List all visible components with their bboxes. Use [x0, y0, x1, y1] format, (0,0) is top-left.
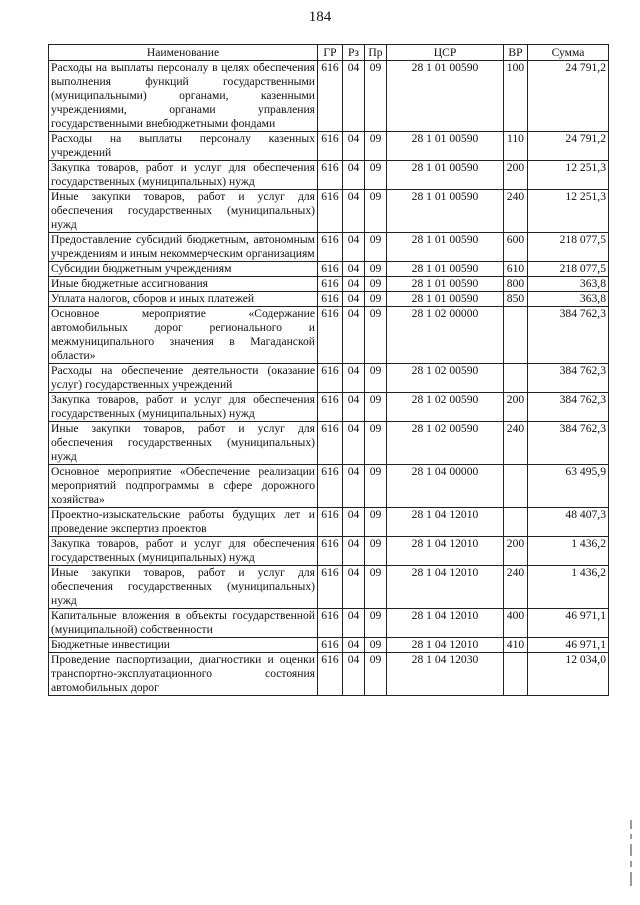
- row-gr: 616: [318, 653, 343, 696]
- row-gr: 616: [318, 638, 343, 653]
- table-row: [49, 364, 609, 393]
- row-rz: 04: [343, 190, 365, 233]
- table-row: [49, 190, 609, 233]
- row-rz: 04: [343, 422, 365, 465]
- row-rz: 04: [343, 292, 365, 307]
- row-sum: 46 971,1: [528, 638, 609, 653]
- row-name: Капитальные вложения в объекты государственной (муниципальной) собственности: [49, 609, 318, 638]
- header-csr: ЦСР: [387, 45, 504, 61]
- row-pr: 09: [365, 277, 387, 292]
- row-rz: 04: [343, 233, 365, 262]
- row-csr: 28 1 04 00000: [387, 465, 504, 508]
- row-sum: 363,8: [528, 277, 609, 292]
- row-gr: 616: [318, 277, 343, 292]
- row-name: Закупка товаров, работ и услуг для обеспечения государственных (муниципальных) нужд: [49, 537, 318, 566]
- header-rz: Рз: [343, 45, 365, 61]
- row-vr: [504, 653, 528, 696]
- row-gr: 616: [318, 292, 343, 307]
- row-sum: 384 762,3: [528, 393, 609, 422]
- row-name: Расходы на выплаты персоналу в целях обеспечения выполнения функций государственными (муниципальными) органами, казенными учреждениями, органами управления государственными внебюджетными фондами: [49, 61, 318, 132]
- table-row: [49, 609, 609, 638]
- row-sum: 12 251,3: [528, 161, 609, 190]
- table-row: [49, 537, 609, 566]
- row-vr: 100: [504, 61, 528, 132]
- table-row: [49, 307, 609, 364]
- row-vr: 800: [504, 277, 528, 292]
- row-rz: 04: [343, 393, 365, 422]
- row-gr: 616: [318, 422, 343, 465]
- row-vr: 200: [504, 161, 528, 190]
- table-row: [49, 566, 609, 609]
- row-gr: 616: [318, 132, 343, 161]
- row-pr: 09: [365, 61, 387, 132]
- row-vr: [504, 508, 528, 537]
- row-gr: 616: [318, 508, 343, 537]
- row-csr: 28 1 04 12010: [387, 638, 504, 653]
- row-vr: [504, 364, 528, 393]
- header-sum: Сумма: [528, 45, 609, 61]
- row-rz: 04: [343, 537, 365, 566]
- row-pr: 09: [365, 566, 387, 609]
- table-row: [49, 508, 609, 537]
- row-pr: 09: [365, 465, 387, 508]
- table-header-row: [49, 45, 609, 61]
- page-number: 184: [308, 9, 332, 25]
- table-row: [49, 262, 609, 277]
- row-pr: 09: [365, 508, 387, 537]
- row-rz: 04: [343, 132, 365, 161]
- row-gr: 616: [318, 161, 343, 190]
- row-pr: 09: [365, 262, 387, 277]
- row-rz: 04: [343, 508, 365, 537]
- row-gr: 616: [318, 364, 343, 393]
- row-csr: 28 1 04 12030: [387, 653, 504, 696]
- row-sum: 12 034,0: [528, 653, 609, 696]
- row-sum: 384 762,3: [528, 364, 609, 393]
- row-vr: 200: [504, 393, 528, 422]
- table-row: [49, 292, 609, 307]
- row-gr: 616: [318, 233, 343, 262]
- row-name: Иные бюджетные ассигнования: [49, 277, 318, 292]
- row-name: Уплата налогов, сборов и иных платежей: [49, 292, 318, 307]
- row-pr: 09: [365, 233, 387, 262]
- row-gr: 616: [318, 566, 343, 609]
- row-name: Закупка товаров, работ и услуг для обеспечения государственных (муниципальных) нужд: [49, 393, 318, 422]
- row-gr: 616: [318, 393, 343, 422]
- row-csr: 28 1 02 00590: [387, 393, 504, 422]
- row-csr: 28 1 01 00590: [387, 132, 504, 161]
- header-name: Наименование: [49, 45, 318, 61]
- row-rz: 04: [343, 609, 365, 638]
- row-pr: 09: [365, 422, 387, 465]
- row-pr: 09: [365, 638, 387, 653]
- row-sum: 384 762,3: [528, 422, 609, 465]
- row-gr: 616: [318, 307, 343, 364]
- row-sum: 24 791,2: [528, 61, 609, 132]
- row-vr: 110: [504, 132, 528, 161]
- row-gr: 616: [318, 61, 343, 132]
- row-sum: 63 495,9: [528, 465, 609, 508]
- row-rz: 04: [343, 653, 365, 696]
- row-name: Закупка товаров, работ и услуг для обеспечения государственных (муниципальных) нужд: [49, 161, 318, 190]
- header-vr: ВР: [504, 45, 528, 61]
- row-sum: 46 971,1: [528, 609, 609, 638]
- row-rz: 04: [343, 364, 365, 393]
- row-vr: 610: [504, 262, 528, 277]
- row-name: Предоставление субсидий бюджетным, автономным учреждениям и иным некоммерческим организациям: [49, 233, 318, 262]
- row-csr: 28 1 01 00590: [387, 277, 504, 292]
- row-sum: 363,8: [528, 292, 609, 307]
- row-rz: 04: [343, 566, 365, 609]
- row-pr: 09: [365, 292, 387, 307]
- table-row: [49, 422, 609, 465]
- row-csr: 28 1 04 12010: [387, 609, 504, 638]
- row-csr: 28 1 01 00590: [387, 262, 504, 277]
- row-vr: 240: [504, 190, 528, 233]
- row-name: Бюджетные инвестиции: [49, 638, 318, 653]
- row-sum: 1 436,2: [528, 566, 609, 609]
- table-row: [49, 393, 609, 422]
- table-row: [49, 638, 609, 653]
- row-rz: 04: [343, 307, 365, 364]
- row-vr: [504, 465, 528, 508]
- row-csr: 28 1 02 00590: [387, 422, 504, 465]
- table-body: [49, 61, 609, 696]
- row-gr: 616: [318, 537, 343, 566]
- header-pr: Пр: [365, 45, 387, 61]
- row-sum: 218 077,5: [528, 233, 609, 262]
- row-pr: 09: [365, 161, 387, 190]
- row-name: Основное мероприятие «Обеспечение реализации мероприятий подпрограммы в сфере дорожного хозяйства»: [49, 465, 318, 508]
- row-gr: 616: [318, 465, 343, 508]
- table-row: [49, 132, 609, 161]
- row-rz: 04: [343, 277, 365, 292]
- row-pr: 09: [365, 307, 387, 364]
- table-row: [49, 653, 609, 696]
- table-row: [49, 465, 609, 508]
- row-vr: 410: [504, 638, 528, 653]
- row-rz: 04: [343, 161, 365, 190]
- row-name: Расходы на выплаты персоналу казенных учреждений: [49, 132, 318, 161]
- table-row: [49, 161, 609, 190]
- row-csr: 28 1 02 00590: [387, 364, 504, 393]
- table-row: [49, 61, 609, 132]
- row-sum: 48 407,3: [528, 508, 609, 537]
- row-sum: 24 791,2: [528, 132, 609, 161]
- row-pr: 09: [365, 393, 387, 422]
- row-sum: 1 436,2: [528, 537, 609, 566]
- budget-table: [48, 44, 609, 696]
- row-csr: 28 1 01 00590: [387, 161, 504, 190]
- row-sum: 384 762,3: [528, 307, 609, 364]
- row-gr: 616: [318, 190, 343, 233]
- row-pr: 09: [365, 132, 387, 161]
- row-rz: 04: [343, 638, 365, 653]
- table-row: [49, 233, 609, 262]
- row-name: Проектно-изыскательские работы будущих лет и проведение экспертиз проектов: [49, 508, 318, 537]
- row-rz: 04: [343, 262, 365, 277]
- row-vr: 850: [504, 292, 528, 307]
- row-csr: 28 1 01 00590: [387, 190, 504, 233]
- scan-edge-marks: [629, 820, 633, 890]
- row-vr: [504, 307, 528, 364]
- row-rz: 04: [343, 465, 365, 508]
- row-name: Расходы на обеспечение деятельности (оказание услуг) государственных учреждений: [49, 364, 318, 393]
- row-vr: 400: [504, 609, 528, 638]
- row-name: Иные закупки товаров, работ и услуг для обеспечения государственных (муниципальных) нужд: [49, 566, 318, 609]
- row-pr: 09: [365, 537, 387, 566]
- row-name: Иные закупки товаров, работ и услуг для обеспечения государственных (муниципальных) нужд: [49, 190, 318, 233]
- row-sum: 218 077,5: [528, 262, 609, 277]
- row-name: Субсидии бюджетным учреждениям: [49, 262, 318, 277]
- row-vr: 240: [504, 566, 528, 609]
- row-csr: 28 1 02 00000: [387, 307, 504, 364]
- row-csr: 28 1 04 12010: [387, 566, 504, 609]
- row-name: Иные закупки товаров, работ и услуг для обеспечения государственных (муниципальных) нужд: [49, 422, 318, 465]
- row-csr: 28 1 01 00590: [387, 292, 504, 307]
- row-csr: 28 1 04 12010: [387, 537, 504, 566]
- row-gr: 616: [318, 262, 343, 277]
- row-gr: 616: [318, 609, 343, 638]
- row-pr: 09: [365, 364, 387, 393]
- row-pr: 09: [365, 653, 387, 696]
- row-vr: 600: [504, 233, 528, 262]
- row-pr: 09: [365, 190, 387, 233]
- row-csr: 28 1 01 00590: [387, 61, 504, 132]
- row-vr: 240: [504, 422, 528, 465]
- row-name: Проведение паспортизации, диагностики и оценки транспортно-эксплуатационного состояния автомобильных дорог: [49, 653, 318, 696]
- row-csr: 28 1 04 12010: [387, 508, 504, 537]
- header-gr: ГР: [318, 45, 343, 61]
- row-pr: 09: [365, 609, 387, 638]
- table-row: [49, 277, 609, 292]
- row-vr: 200: [504, 537, 528, 566]
- row-csr: 28 1 01 00590: [387, 233, 504, 262]
- row-sum: 12 251,3: [528, 190, 609, 233]
- row-rz: 04: [343, 61, 365, 132]
- row-name: Основное мероприятие «Содержание автомобильных дорог регионального и межмуниципального значения в Магаданской области»: [49, 307, 318, 364]
